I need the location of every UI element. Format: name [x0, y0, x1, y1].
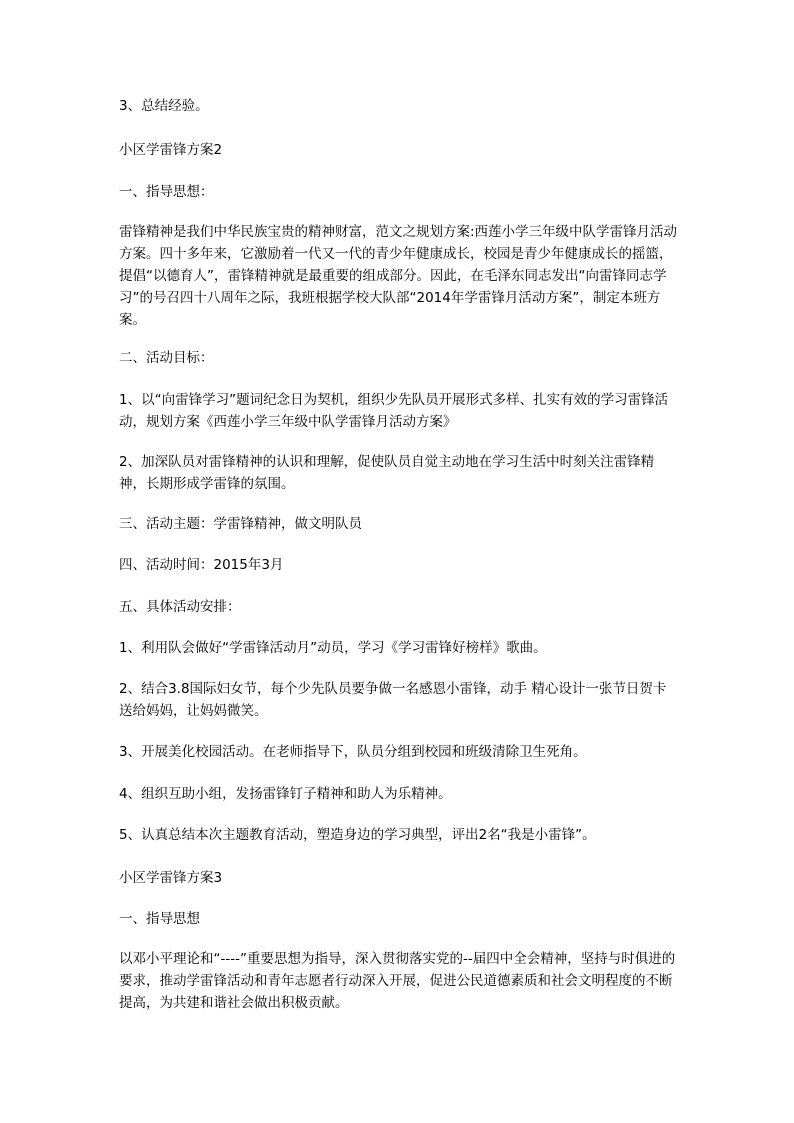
arrangement-item-3: 3、开展美化校园活动。在老师指导下，队员分组到校园和班级清除卫生死角。 [119, 744, 587, 760]
summary-item-3: 3、总结经验。 [119, 98, 209, 114]
arrangement-item-1: 1、利用队会做好“学雷锋活动月”动员，学习《学习雷锋好榜样》歌曲。 [119, 640, 547, 656]
section-title-plan-2: 小区学雷锋方案2 [119, 142, 223, 158]
heading-activity-arrangements: 五、具体活动安排： [119, 599, 241, 615]
arrangement-item-2: 2、结合3.8国际妇女节，每个少先队员要争做一名感恩小雷锋，动手 精心设计一张节日贺卡送给妈妈，让妈妈微笑。 [119, 681, 667, 719]
heading-guiding-ideology: 一、指导思想： [119, 184, 214, 200]
heading-guiding-ideology-2: 一、指导思想 [119, 911, 200, 927]
heading-activity-goals: 二、活动目标： [119, 350, 214, 366]
goal-item-1: 1、以“向雷锋学习”题词纪念日为契机，组织少先队员开展形式多样、扎实有效的学习雷锋活动，规划方案《西莲小学三年级中队学雷锋月活动方案》 [119, 392, 669, 430]
heading-activity-theme: 三、活动主题：学雷锋精神，做文明队员 [119, 516, 362, 532]
goal-item-2: 2、加深队员对雷锋精神的认识和理解，促使队员自觉主动地在学习生活中时刻关注雷锋精神，长期形成学雷锋的氛围。 [119, 454, 655, 492]
heading-activity-time: 四、活动时间：2015年3月 [119, 557, 284, 573]
paragraph-lei-feng-spirit: 雷锋精神是我们中华民族宝贵的精神财富，范文之规划方案:西莲小学三年级中队学雷锋月活动方案。四十多年来，它激励着一代又一代的青少年健康成长，校园是青少年健康成长的摇篮，提倡“以德育人”，雷锋精神就是最重要的组成部分。因此，在毛泽东同志发出“向雷锋同志学习”的号召四十八周年之际，我班根据学校大队部“2014年学雷锋月活动方案”，制定本班方案。 [119, 224, 678, 328]
arrangement-item-5: 5、认真总结本次主题教育活动，塑造身边的学习典型，评出2名“我是小雷锋”。 [119, 827, 596, 843]
arrangement-item-4: 4、组织互助小组，发扬雷锋钉子精神和助人为乐精神。 [119, 786, 452, 802]
paragraph-guiding-ideology: 以邓小平理论和“----”重要思想为指导，深入贯彻落实党的--届四中全会精神，坚持与时俱进的要求，推动学雷锋活动和青年志愿者行动深入开展，促进公民道德素质和社会文明程度的不断提高，为共建和谐社会做出积极贡献。 [119, 951, 676, 1011]
section-title-plan-3: 小区学雷锋方案3 [119, 870, 223, 886]
